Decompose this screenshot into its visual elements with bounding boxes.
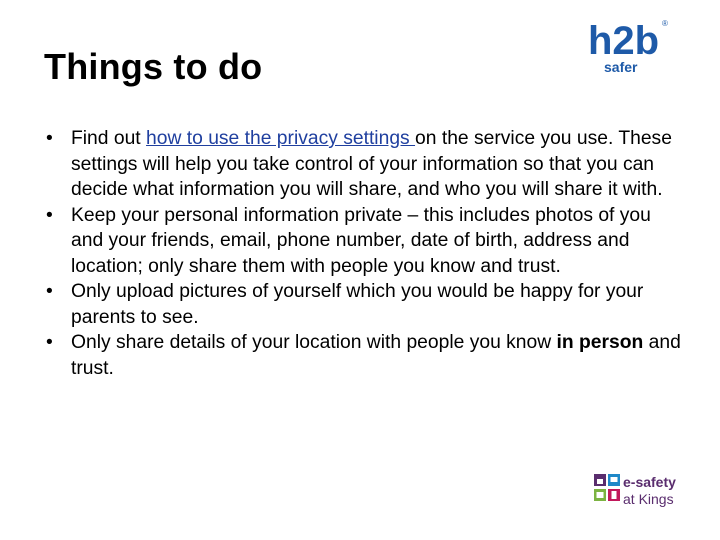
bullet-marker: • — [46, 281, 53, 302]
bullet-marker: • — [46, 128, 53, 149]
bullet-text-pre: Find out — [71, 128, 147, 149]
bullet-text-post: on the service you use. These settings will help you take control of your information so that you can decide what information you will share, and who you will share it with. — [71, 128, 672, 200]
bullet-item-privacy — [46, 126, 686, 203]
esafety-icon-grid — [594, 474, 620, 501]
registered-mark: ® — [662, 19, 668, 28]
h2b-logo-mark: h2b — [588, 19, 660, 63]
bullet-marker: • — [46, 204, 53, 226]
slide-title: Things to do — [44, 46, 263, 87]
privacy-settings-link[interactable]: how to use the privacy settings — [146, 128, 416, 149]
bullet-item-personal-info — [46, 203, 686, 280]
bullet-text: Keep your personal information private – this includes photos of you and your friends, email, phone number, date of birth, address and location; only share them with people you know and trust. — [71, 204, 651, 277]
esafety-logo-line2: at Kings — [623, 491, 674, 507]
bullet-marker: • — [46, 332, 53, 353]
bullet-text-pre: Only share details of your location with people you know — [71, 332, 557, 353]
bullet-text-bold: in person — [556, 332, 644, 353]
bullet-list — [46, 126, 686, 381]
h2b-safer-logo — [584, 16, 670, 78]
bullet-content — [46, 126, 686, 381]
esafety-logo-line1: e-safety — [623, 474, 676, 490]
bullet-item-pictures — [46, 279, 686, 330]
bullet-item-location — [46, 330, 686, 381]
bullet-text: Only upload pictures of yourself which you would be happy for your parents to see. — [71, 281, 644, 328]
bullet-text-post: and trust. — [71, 332, 681, 379]
h2b-logo-tag: safer — [604, 59, 638, 75]
esafety-at-kings-logo — [592, 471, 694, 515]
